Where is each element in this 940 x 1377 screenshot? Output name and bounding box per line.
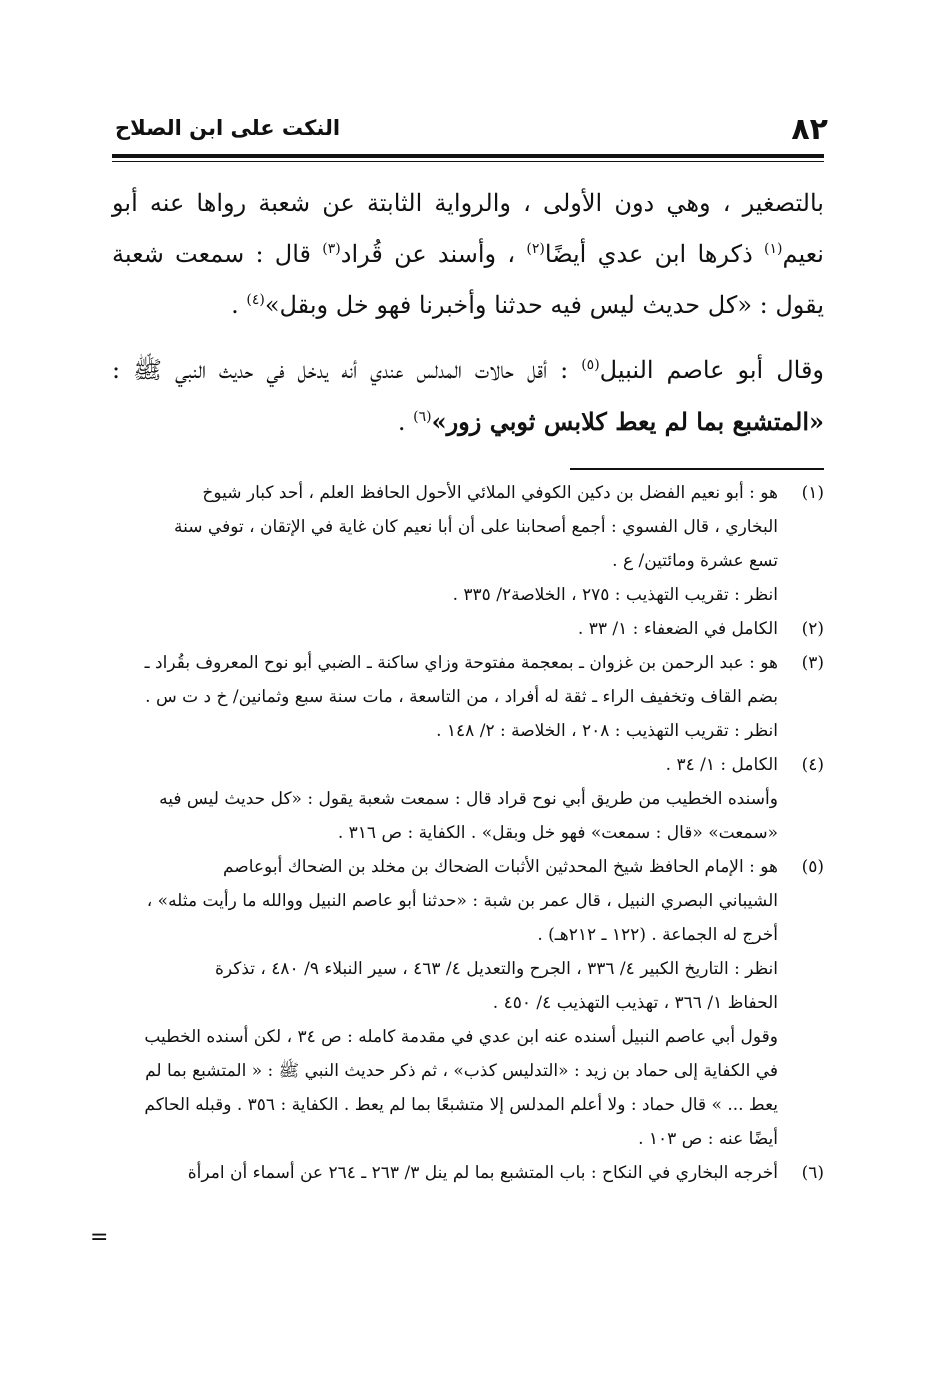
footnote-ref-5[interactable]: (٥) bbox=[581, 357, 600, 373]
footnote-number: (٢) bbox=[801, 619, 824, 639]
footnote-line: الكامل : ١/ ٣٤ . bbox=[665, 755, 778, 775]
footnote-2 bbox=[112, 612, 824, 646]
footnote-ref-2[interactable]: (٢) bbox=[526, 241, 545, 257]
main-text bbox=[112, 178, 824, 448]
footnote-line: الشيباني البصري النبيل ، قال عمر بن شبة : «حدثنا أبو عاصم النبيل ووالله ما رأيت مثله» ، bbox=[146, 891, 778, 911]
header-rule-thin bbox=[112, 161, 824, 162]
footnote-line: انظر : التاريخ الكبير ٤/ ٣٣٦ ، الجرح والتعديل ٤/ ٤٦٣ ، سير النبلاء ٩/ ٤٨٠ ، تذكرة bbox=[214, 959, 778, 979]
footnote-line: وأسنده الخطيب من طريق أبي نوح قراد قال : سمعت شعبة يقول : «كل حديث ليس فيه bbox=[159, 789, 778, 809]
footnote-line: «سمعت» «قال : سمعت» فهو خل وبقل» . الكفاية : ص ٣١٦ . bbox=[337, 823, 778, 843]
footnote-number: (٤) bbox=[801, 755, 824, 775]
footnote-number: (١) bbox=[801, 483, 824, 503]
footnote-line: يعط ... » قال حماد : ولا أعلم المدلس إلا متشبعًا بما لم يعط . الكفاية : ٣٥٦ . وقبله الحاكم bbox=[144, 1095, 778, 1115]
footnote-line: الحفاظ ١/ ٣٦٦ ، تهذيب التهذيب ٤/ ٤٥٠ . bbox=[492, 993, 778, 1013]
footnote-line: انظر : تقريب التهذيب : ٢٠٨ ، الخلاصة : ٢/ ١٤٨ . bbox=[436, 721, 778, 741]
header-rule bbox=[112, 154, 824, 158]
footnote-3 bbox=[112, 646, 824, 748]
footnote-line: أخرج له الجماعة . (١٢٢ ـ ٢١٢هـ) . bbox=[537, 925, 778, 945]
footnote-number: (٣) bbox=[801, 653, 824, 673]
footnote-ref-1[interactable]: (١) bbox=[764, 241, 783, 257]
footnote-5 bbox=[112, 850, 824, 1156]
footnote-number: (٥) bbox=[801, 857, 824, 877]
footnote-1 bbox=[112, 476, 824, 612]
footnote-ref-6[interactable]: (٦) bbox=[413, 409, 432, 425]
footnote-line: أيضًا عنه : ص ١٠٣ . bbox=[638, 1129, 778, 1149]
footnote-line: انظر : تقريب التهذيب : ٢٧٥ ، الخلاصة٢/ ٣٣٥ . bbox=[452, 585, 778, 605]
footnotes bbox=[112, 476, 824, 1190]
footnote-separator bbox=[570, 468, 824, 470]
footnote-number: (٦) bbox=[801, 1163, 824, 1183]
footnote-line: بضم القاف وتخفيف الراء ـ ثقة له أفراد ، من التاسعة ، مات سنة سبع وثمانين/ خ د ت س . bbox=[145, 687, 778, 707]
footnote-line: هو : عبد الرحمن بن غزوان ـ بمعجمة مفتوحة وزاي ساكنة ـ الضبي أبو نوح المعروف بقُراد ـ bbox=[144, 653, 778, 673]
footnote-ref-4[interactable]: (٤) bbox=[246, 292, 265, 308]
footnote-line: وقول أبي عاصم النبيل أسنده عنه ابن عدي في مقدمة كامله : ص ٣٤ ، لكن أسنده الخطيب bbox=[144, 1027, 778, 1047]
page-number: ٨٢ bbox=[791, 112, 828, 147]
hadith-quote: «المتشبع بما لم يعط كلابس ثوبي زور» bbox=[431, 407, 824, 436]
footnote-ref-3[interactable]: (٣) bbox=[322, 241, 341, 257]
footnote-line: تسع عشرة ومائتين/ ع . bbox=[612, 551, 778, 571]
footnote-line: في الكفاية إلى حماد بن زيد : «التدليس كذب» ، ثم ذكر حديث النبي ﷺ : « المتشبع بما لم bbox=[145, 1061, 778, 1081]
footnote-line: أخرجه البخاري في النكاح : باب المتشبع بما لم ينل ٣/ ٢٦٣ ـ ٢٦٤ عن أسماء أن امرأة bbox=[187, 1163, 778, 1183]
footnote-4 bbox=[112, 748, 824, 850]
footnote-6 bbox=[112, 1156, 824, 1190]
main-paragraph-2: وقال أبو عاصم النبيل$^{(٥)}$ : أقل حالات المدلس عندي أنه يدخل في حديث النبي ﷺ : «المتشبع بما لم يعط كلابس ثوبي زور»$^{(٦)}$ . bbox=[112, 356, 825, 436]
main-paragraph-1: بالتصغير ، وهي دون الأولى ، والرواية الثابتة عن شعبة رواها عنه أبو نعيم$^{(١)}$ ذكرها ابن عدي أيضًا$^{(٢)}$ ، وأسند عن قُراد$^{(٣)}$ قال : سمعت شعبة يقول : «كل حديث ليس فيه حدثنا وأخبرنا فهو خل وبقل»$^{(٤)}$ . bbox=[112, 189, 824, 319]
footnote-line: هو : الإمام الحافظ شيخ المحدثين الأثبات الضحاك بن مخلد بن الضحاك أبوعاصم bbox=[222, 857, 778, 877]
running-title: النكت على ابن الصلاح bbox=[115, 116, 341, 140]
footnote-line: الكامل في الضعفاء : ١/ ٣٣ . bbox=[577, 619, 778, 639]
footnote-line: البخاري ، قال الفسوي : أجمع أصحابنا على أن أبا نعيم كان غاية في الإتقان ، توفي سنة bbox=[174, 517, 778, 537]
continuation-mark: = bbox=[90, 1225, 109, 1250]
footnote-line: هو : أبو نعيم الفضل بن دكين الكوفي الملائي الأحول الحافظ العلم ، أحد كبار شيوخ bbox=[202, 483, 778, 503]
